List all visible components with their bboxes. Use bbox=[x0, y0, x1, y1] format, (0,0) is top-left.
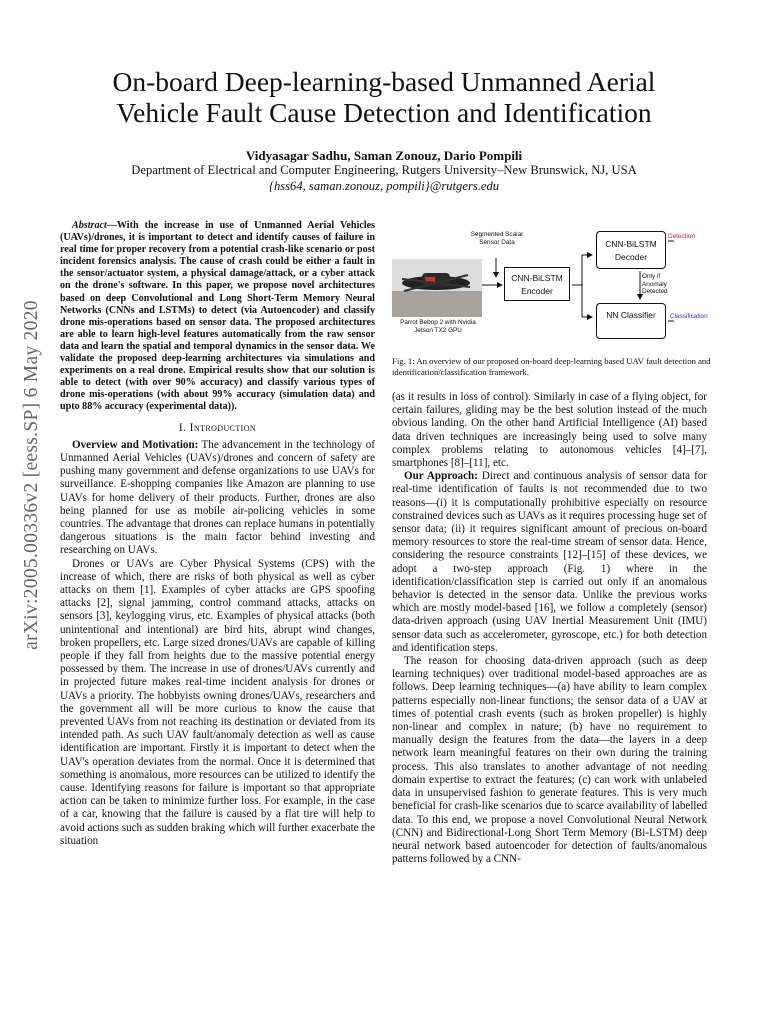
encoder-box: CNN-BiLSTM Encoder bbox=[504, 267, 570, 301]
left-column bbox=[60, 220, 375, 848]
paper-title bbox=[60, 66, 708, 128]
abstract bbox=[60, 220, 375, 414]
affiliation: Department of Electrical and Computer Engineering, Rutgers University–New Brunswick, NJ, USA bbox=[131, 163, 637, 177]
title-line-2: Vehicle Fault Cause Detection and Identification bbox=[116, 97, 652, 128]
drone-photo bbox=[392, 259, 482, 317]
right-paragraph-1: (as it results in loss of control). Similarly in case of a flying object, for certain failures, gliding may be the best solution instead of the much obvious landing. On the other hand Artificial Intelligence (AI) based data driven techniques are increasingly being used to solve many complex problems relating to autonomous vehicles [4]–[7], smartphones [8]–[11], etc. bbox=[392, 391, 707, 470]
emails: {hss64, saman.zonouz, pompili}@rutgers.edu bbox=[268, 178, 500, 193]
right-column bbox=[392, 391, 707, 866]
section-heading: I. Introduction bbox=[178, 421, 257, 434]
abstract-text: —With the increase in use of Unmanned Aerial Vehicles (UAVs)/drones, it is important to detect and identify causes of failure in real time for proper recovery from a potential crash-like scenario or post incident forensics analysis. The cause of crash could be either a fault in the sensor/actuator system, a physical damage/attack, or a cyber attack on the drone's software. In this paper, we propose novel architectures based on deep Convolutional and Long Short-Term Memory Neural Networks (CNNs and LSTMs) to detect (via Autoencoder) and classify drone mis-operations based on sensor data. The proposed architectures are able to learn high-level features automatically from the raw sensor data and learn the spatial and temporal dynamics in the sensor data. We validate the proposed deep-learning architectures via simulations and experiments on a real drone. Empirical results show that our solution is able to detect (with over 90% accuracy) and classify various types of drone mis-operations (with about 99% accuracy (simulation data) and upto 88% accuracy (experimental data)). bbox=[60, 220, 375, 413]
affiliation-block bbox=[60, 163, 708, 194]
authors: Vidyasagar Sadhu, Saman Zonouz, Dario Pompili bbox=[245, 148, 523, 163]
drone-label: Parrot Bebop 2 with Nvidia Jetson TX2 GPU bbox=[400, 319, 476, 334]
figure-caption: Fig. 1: An overview of our proposed on-board deep-learning based UAV fault detection and identification/classification framework. bbox=[392, 356, 711, 377]
classifier-box: NN Classifier bbox=[596, 303, 666, 339]
overview-paragraph: Overview and Motivation: The advancement in the technology of Unmanned Aerial Vehicles (UAVs)/drones and concern of safety are pushing many government and defense organizations to use UAVs for surveillance. E-shopping companies like Amazon are planning to use UAVs for home delivery of their products. Further, drones are also being planned for use as mobile air-policing vehicles in some countries. The advantage that drones can replace humans in potentially dangerous situations is the main factor behind investing and researching on UAVs. bbox=[60, 438, 375, 557]
decoder-box: CNN-BiLSTM Decoder bbox=[596, 231, 666, 269]
arxiv-stamp bbox=[12, 265, 52, 685]
classification-label: Classification bbox=[670, 313, 708, 320]
anomaly-note: Only if Anomaly Detected bbox=[642, 273, 668, 296]
arxiv-id: arXiv:2005.00336v2 [eess.SP] 6 May 2020 bbox=[21, 300, 42, 650]
abstract-label: Abstract bbox=[72, 220, 107, 231]
title-line-1: On-board Deep-learning-based Unmanned Aerial bbox=[112, 66, 656, 97]
detection-label: Detection bbox=[668, 233, 695, 240]
right-paragraph-3: The reason for choosing data-driven approach (such as deep learning techniques) over traditional model-based approaches are as follows. Deep learning techniques—(a) have ability to learn complex patterns especially non-linear functions; the sensor data of a UAV at times of potential crash events (such as broken propeller) is highly non-linear and complex in nature; (b) have no requirement to manually design the features from the data—the layers in a deep network learn meaningful features on their own during the training process. This also translates to another advantage of not needing domain expertise to extract the features; (c) can work with unlabeled data in unsupervised fashion to generate features. This is very much beneficial for crash-like scenarios due to scarce availability of labelled data. To this end, we propose a novel Convolutional Neural Network (CNN) and Bidirectional-Long Short Term Memory (Bi-LSTM) deep neural network based autoencoder for detection of faults/anomalous patterns followed by a CNN- bbox=[392, 655, 707, 866]
approach-paragraph: Our Approach: Direct and continuous analysis of sensor data for real-time identification of faults is not recommended due to two reasons—(i) it is computationally prohibitive especially on resource constrained devices such as UAVs as it requires processing huge set of sensor data; (ii) it requires significant amount of precious on-board memory resources to store the real-time stream of sensor data. Hence, considering the resource constraints [12]–[15] of these devices, we adopt a two-step approach (Fig. 1) where in the identification/classification step is carried out only if an anomalous behavior is detected in the sensor data. Unlike the previous works which are mostly model-based [16], we follow a completely (sensor) data-driven approach (using UAV Inertial Measurement Unit (IMU) sensor data such as accelerometer, gyroscope, etc.) for both detection and identification steps. bbox=[392, 470, 708, 654]
segmented-data-label: Segmented Scalar Sensor Data bbox=[470, 231, 524, 246]
cps-paragraph: Drones or UAVs are Cyber Physical Systems (CPS) with the increase of which, there are risks of both physical as well as cyber attacks on them [1]. Examples of cyber attacks are GPS spoofing attacks [2], signal jamming, control command attacks, attacks on sensors [3], keylogging virus, etc. Examples of physical attacks (both unintentional and intentional) are bird hits, abrupt wind changes, broken propellers, etc. Large sized drones/UAVs are capable of killing people if they fall from heights due to the massive potential energy possessed by them. The increase in use of drones/UAVs currently and in projected future makes real-time incident analysis for drones or UAVs a priority. The hobbyists owning drones/UAVs, researchers and the government all will be more curious to know the cause that prevented UAVs from not reaching its destination or deviated from its intended path. As such UAV fault/anomaly detection as well as cause identification are important. Firstly it is important to detect when the UAV's operation deviates from the normal. Once it is determined that something is anomalous, more resources can be utilized to identify the cause. Identifying reasons for failure is important so that appropriate action can be taken to minimize further loss. For example, in the case of a car, knowing that the failure is caused by a flat tire will help to avoid actions such as sudden braking which will further exacerbate the situation bbox=[60, 557, 375, 847]
